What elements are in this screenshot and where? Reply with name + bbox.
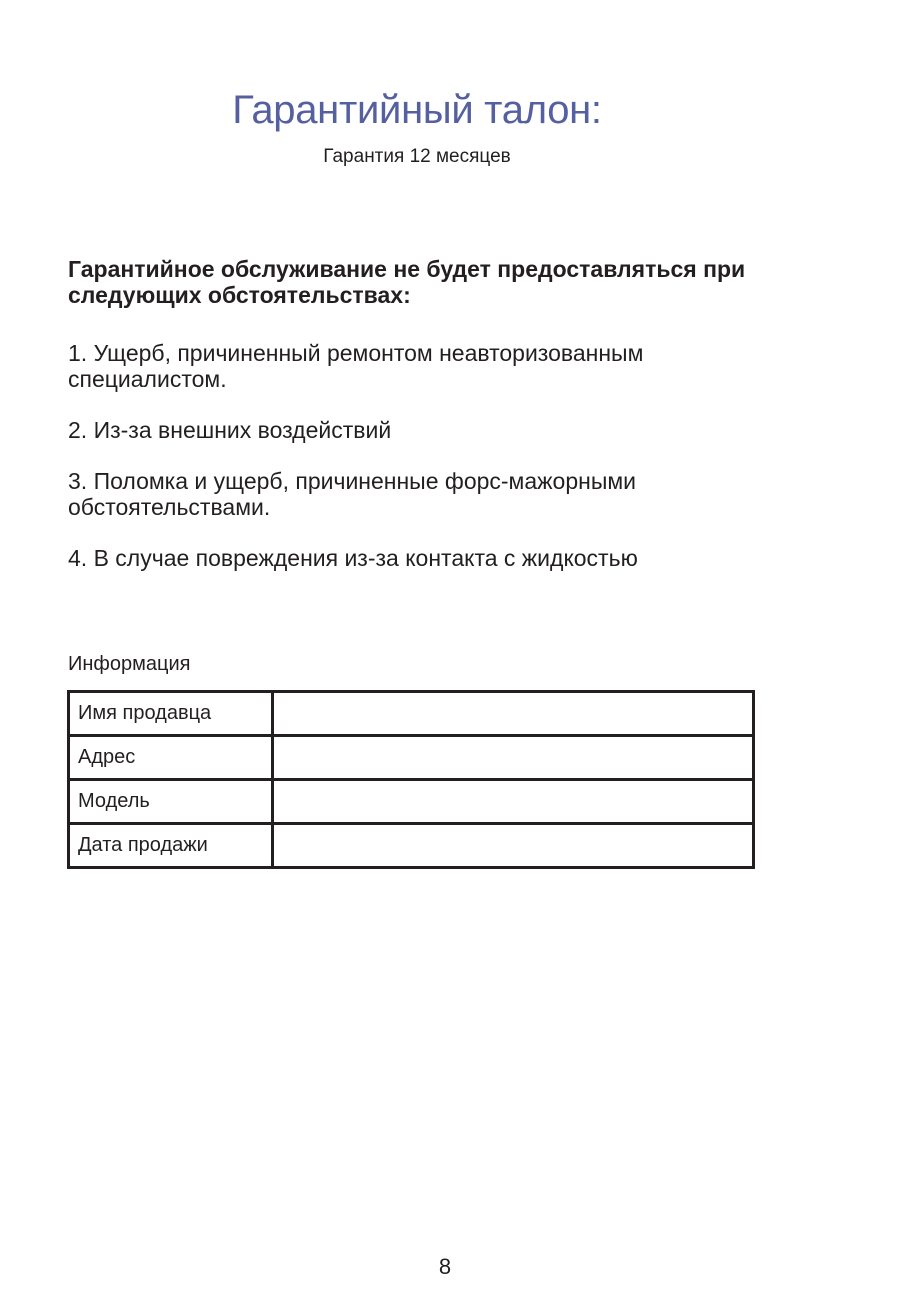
model-label: Модель	[69, 780, 273, 824]
sale-date-label: Дата продажи	[69, 824, 273, 868]
page-title: Гарантийный талон:	[232, 88, 602, 132]
info-table	[67, 690, 755, 869]
table-row	[69, 780, 754, 824]
info-label: Информация	[68, 653, 191, 675]
seller-name-field[interactable]	[273, 692, 754, 736]
exclusions-list	[68, 340, 768, 596]
table-row	[69, 824, 754, 868]
table-row	[69, 736, 754, 780]
address-field[interactable]	[273, 736, 754, 780]
exclusion-item: 2. Из-за внешних воздействий	[68, 417, 392, 443]
exclusion-item: 3. Поломка и ущерб, причиненные форс-мажорными обстоятельствами.	[68, 468, 637, 520]
page-number: 8	[438, 1254, 452, 1279]
seller-name-label: Имя продавца	[69, 692, 273, 736]
exclusions-heading: Гарантийное обслуживание не будет предоставляться при следующих обстоятельствах:	[68, 256, 746, 308]
page-subtitle: Гарантия 12 месяцев	[323, 146, 511, 167]
exclusion-item: 1. Ущерб, причиненный ремонтом неавторизованным специалистом.	[68, 340, 644, 392]
sale-date-field[interactable]	[273, 824, 754, 868]
address-label: Адрес	[69, 736, 273, 780]
model-field[interactable]	[273, 780, 754, 824]
exclusion-item: 4. В случае повреждения из-за контакта с жидкостью	[68, 545, 638, 571]
table-row	[69, 692, 754, 736]
